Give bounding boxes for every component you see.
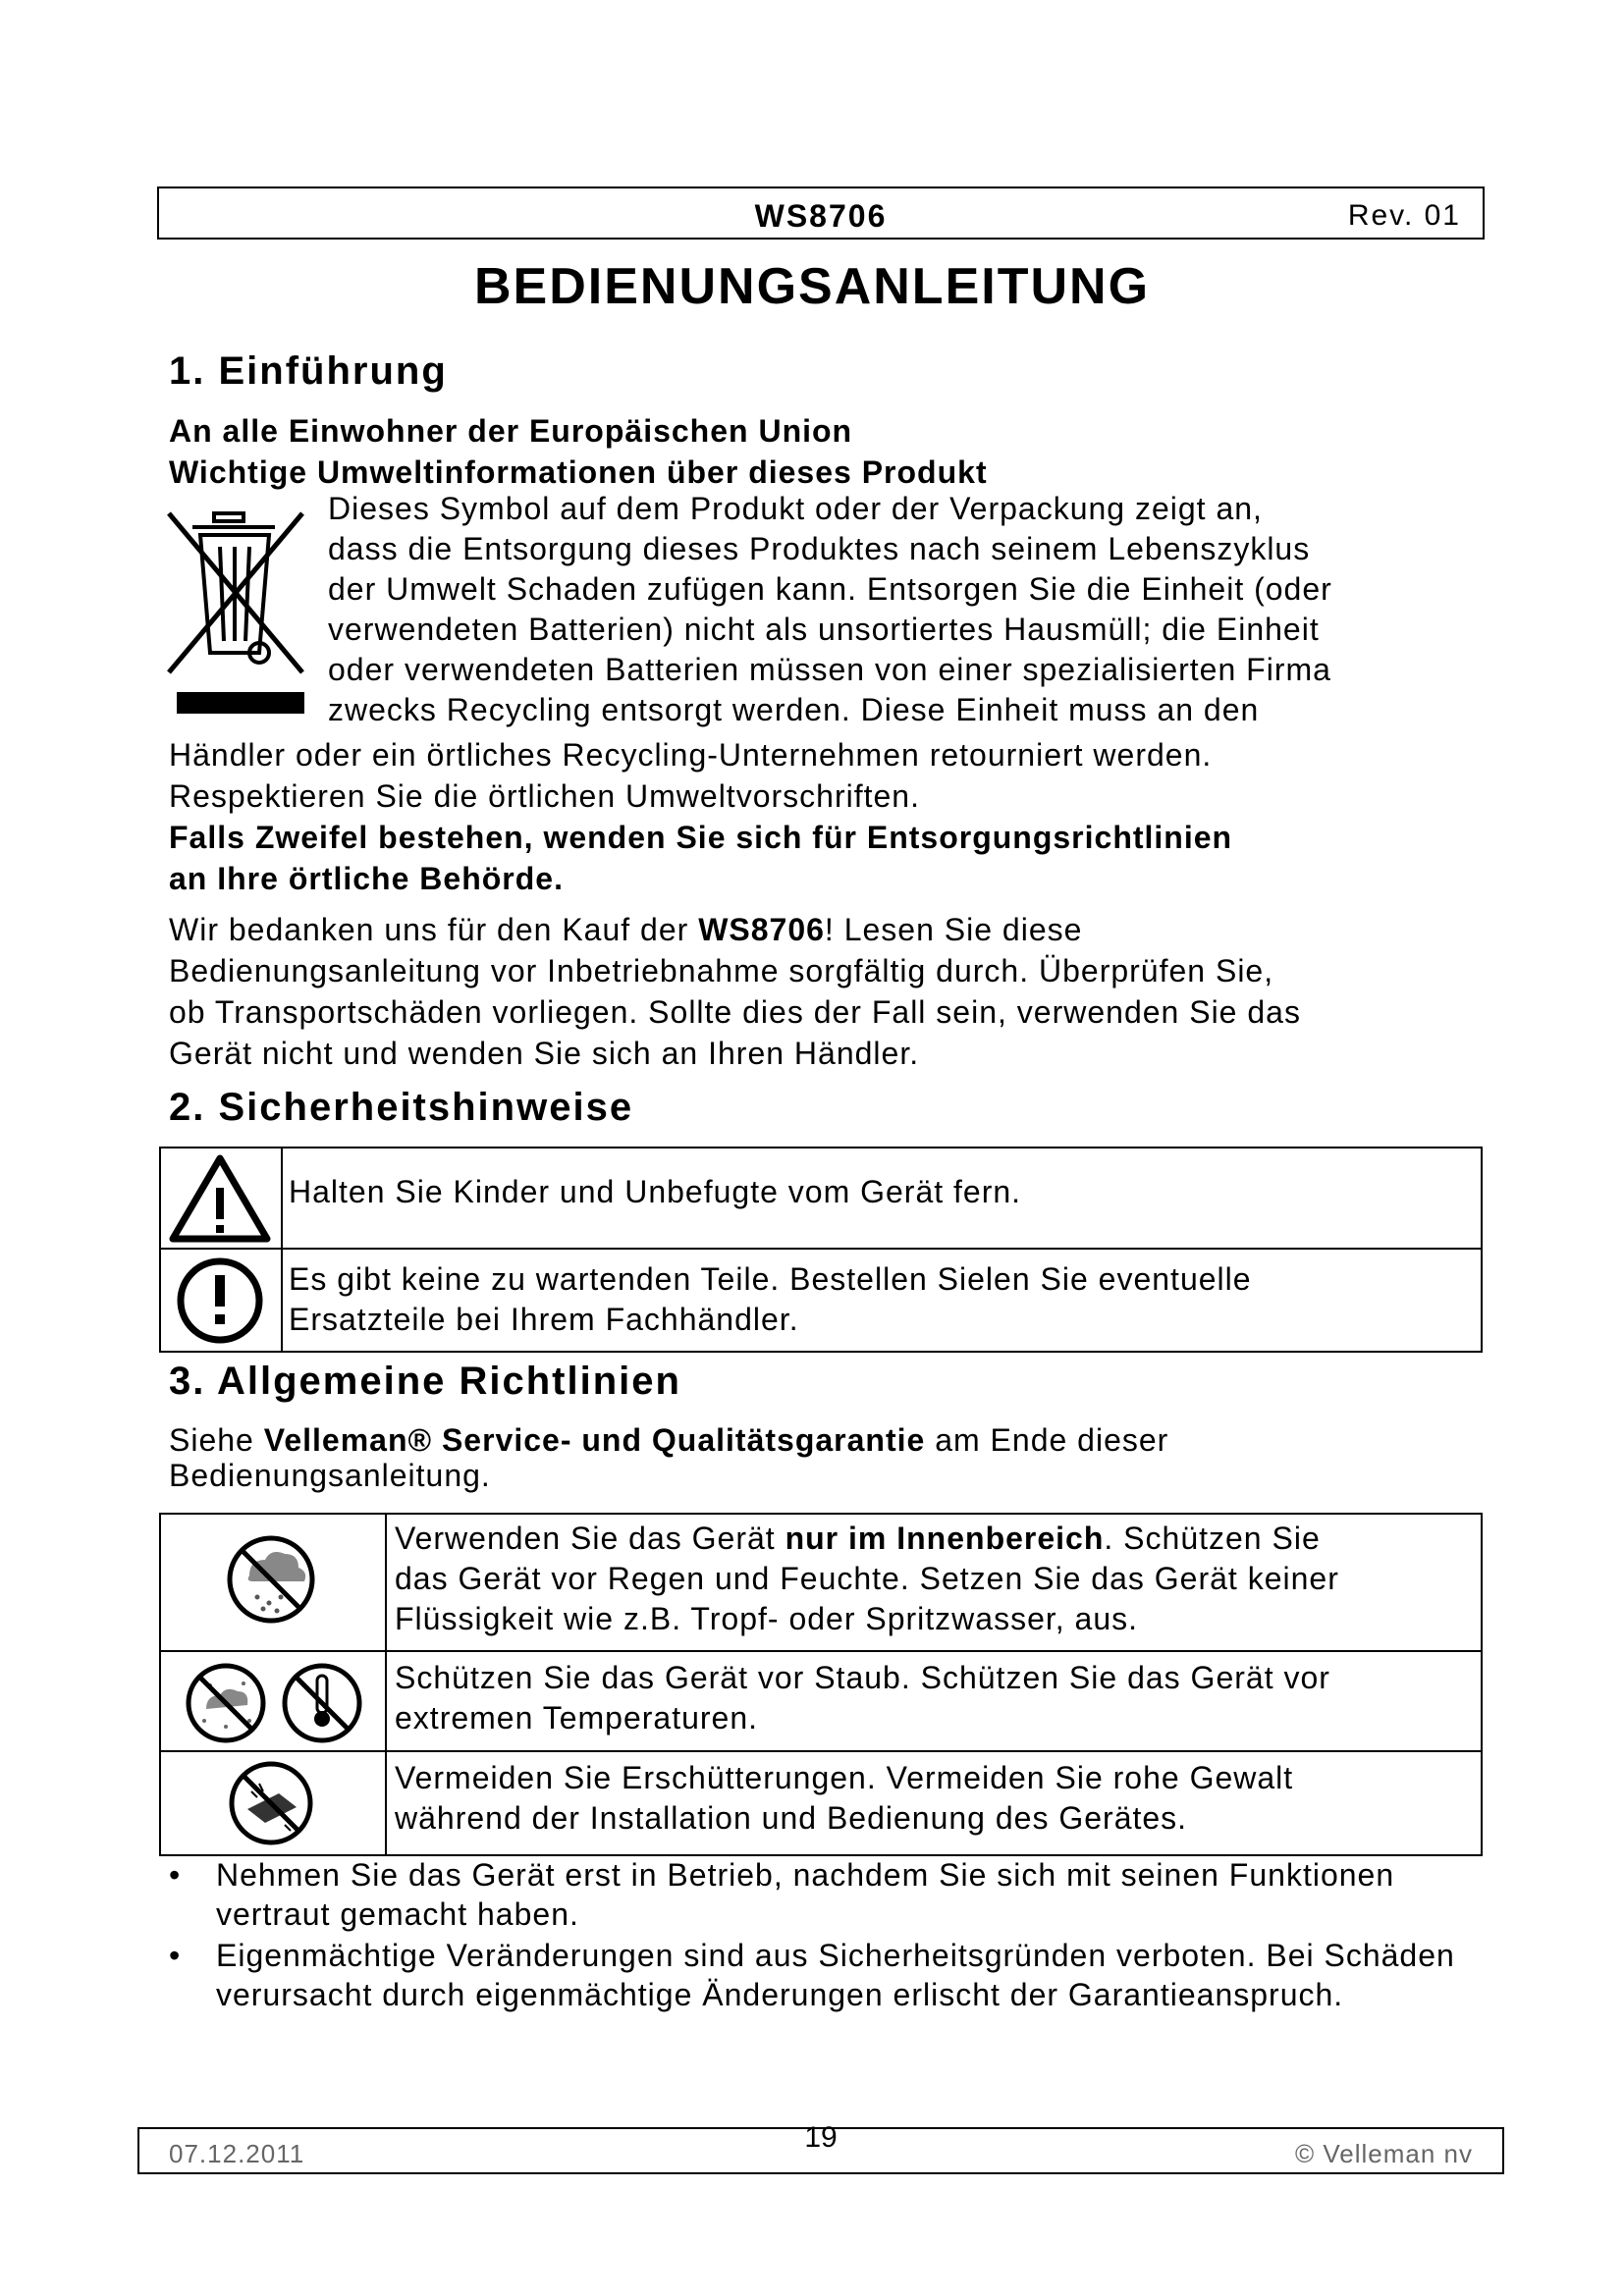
no-dust-and-temperature-icons — [161, 1652, 383, 1750]
weee-line: verwendeten Batterien) nicht als unsortiertes Hausmüll; die Einheit — [328, 612, 1320, 647]
exclamation-circle-icon — [161, 1250, 279, 1352]
no-extreme-temperature-icon — [285, 1666, 359, 1740]
guideline-text-line — [395, 1519, 1339, 1559]
warning-cell — [161, 1148, 283, 1248]
section-3-heading: 3. Allgemeine Richtlinien — [169, 1360, 681, 1403]
page-header — [157, 187, 1485, 240]
guideline-icon-cell — [161, 1515, 387, 1650]
guideline-text — [395, 1758, 1293, 1856]
no-shock-icon — [161, 1752, 383, 1854]
safety-text: Halten Sie Kinder und Unbefugte vom Gerät fern. — [289, 1174, 1022, 1209]
guideline-text-line: Flüssigkeit wie z.B. Tropf- oder Spritzwasser, aus. — [395, 1601, 1139, 1636]
warning-triangle-icon — [161, 1148, 279, 1247]
guideline-text-line: extremen Temperaturen. — [395, 1700, 759, 1735]
thanks-text: ! Lesen Sie diese — [824, 912, 1083, 947]
bullet-text: Nehmen Sie das Gerät erst in Betrieb, nachdem Sie sich mit seinen Funktionen vertraut gemacht haben. — [216, 1857, 1395, 1932]
doubt-line: an Ihre örtliche Behörde. — [169, 861, 564, 896]
guideline-row — [161, 1650, 1481, 1752]
page-number: 19 — [804, 2121, 838, 2154]
weee-continued-line: Händler oder ein örtliches Recycling-Unternehmen retourniert werden. — [169, 737, 1213, 773]
guideline-text — [395, 1658, 1330, 1752]
weee-line: zwecks Recycling entsorgt werden. Diese Einheit muss an den — [328, 692, 1260, 727]
guideline-text-line: während der Installation und Bedienung des Gerätes. — [395, 1800, 1188, 1836]
section-2-heading: 2. Sicherheitshinweise — [169, 1086, 634, 1129]
caution-cell — [161, 1250, 283, 1353]
bullet-marker: • — [169, 1938, 182, 1973]
no-dust-icon — [189, 1666, 263, 1740]
intro-text: am Ende dieser — [925, 1422, 1169, 1458]
header-revision: Rev. 01 — [1347, 199, 1461, 232]
safety-row — [161, 1148, 1481, 1248]
no-rain-icon — [161, 1515, 383, 1648]
guideline-text-part: . Schützen Sie — [1104, 1521, 1321, 1556]
thanks-line: Gerät nicht und wenden Sie sich an Ihren Händler. — [169, 1036, 920, 1071]
guarantee-intro: Bedienungsanleitung. — [169, 1458, 491, 1493]
footer-copyright: © Velleman nv — [1294, 2139, 1473, 2168]
weee-bin-icon — [165, 506, 312, 717]
safety-text-line: Ersatzteile bei Ihrem Fachhändler. — [289, 1302, 799, 1337]
weee-line: Dieses Symbol auf dem Produkt oder der Verpackung zeigt an, — [328, 491, 1263, 526]
safety-text-line: Es gibt keine zu wartenden Teile. Bestellen Sielen Sie eventuelle — [289, 1261, 1252, 1297]
weee-line: der Umwelt Schaden zufügen kann. Entsorgen Sie die Einheit (oder — [328, 571, 1332, 607]
thanks-model: WS8706 — [698, 912, 825, 947]
thanks-line: ob Transportschäden vorliegen. Sollte dies der Fall sein, verwenden Sie das — [169, 994, 1301, 1030]
guideline-text-line: das Gerät vor Regen und Feuchte. Setzen Sie das Gerät keiner — [395, 1561, 1339, 1596]
guideline-text-bold: nur im Innenbereich — [785, 1521, 1105, 1556]
guidelines-table — [159, 1513, 1483, 1856]
page-title: BEDIENUNGSANLEITUNG — [473, 258, 1151, 315]
guideline-row — [161, 1750, 1481, 1856]
thanks-line — [169, 909, 1082, 950]
intro-text: Siehe — [169, 1422, 264, 1458]
safety-table — [159, 1147, 1483, 1353]
weee-continued-line: Respektieren Sie die örtlichen Umweltvorschriften. — [169, 778, 920, 814]
guideline-icon-cell — [161, 1652, 387, 1752]
weee-line: dass die Entsorgung dieses Produktes nach seinem Lebenszyklus — [328, 531, 1311, 566]
safety-row — [161, 1248, 1481, 1353]
intro-bold: Velleman® Service- und Qualitätsgarantie — [263, 1422, 926, 1458]
list-item — [165, 1855, 1481, 1934]
weee-line: oder verwendeten Batterien müssen von einer spezialisierten Firma — [328, 652, 1331, 687]
guideline-text-part: Verwenden Sie das Gerät — [395, 1521, 785, 1556]
section-1-heading: 1. Einführung — [169, 349, 448, 393]
thanks-line: Bedienungsanleitung vor Inbetriebnahme sorgfältig durch. Überprüfen Sie, — [169, 953, 1274, 988]
bullet-text: Eigenmächtige Veränderungen sind aus Sicherheitsgründen verboten. Bei Schäden verursacht durch eigenmächtige Änderungen erlischt der Garantieanspruch. — [216, 1938, 1455, 2012]
guideline-text-line: Schützen Sie das Gerät vor Staub. Schützen Sie das Gerät vor — [395, 1660, 1330, 1695]
footer-date: 07.12.2011 — [169, 2139, 305, 2168]
bullet-list — [165, 1855, 1481, 2016]
doubt-line: Falls Zweifel bestehen, wenden Sie sich für Entsorgungsrichtlinien — [169, 820, 1233, 855]
header-model: WS8706 — [754, 198, 888, 234]
guideline-text-line: Vermeiden Sie Erschütterungen. Vermeiden Sie rohe Gewalt — [395, 1760, 1294, 1795]
thanks-text: Wir bedanken uns für den Kauf der — [169, 912, 699, 947]
bullet-marker: • — [169, 1857, 182, 1893]
list-item — [165, 1936, 1481, 2014]
environment-info-line: Wichtige Umweltinformationen über dieses Produkt — [169, 454, 988, 490]
guideline-row — [161, 1515, 1481, 1650]
safety-text — [289, 1259, 1252, 1353]
guideline-text — [395, 1519, 1339, 1650]
page-footer — [137, 2121, 1504, 2174]
eu-residents-line: An alle Einwohner der Europäischen Union — [169, 413, 853, 449]
guideline-icon-cell — [161, 1752, 387, 1856]
weee-text — [328, 489, 1477, 730]
